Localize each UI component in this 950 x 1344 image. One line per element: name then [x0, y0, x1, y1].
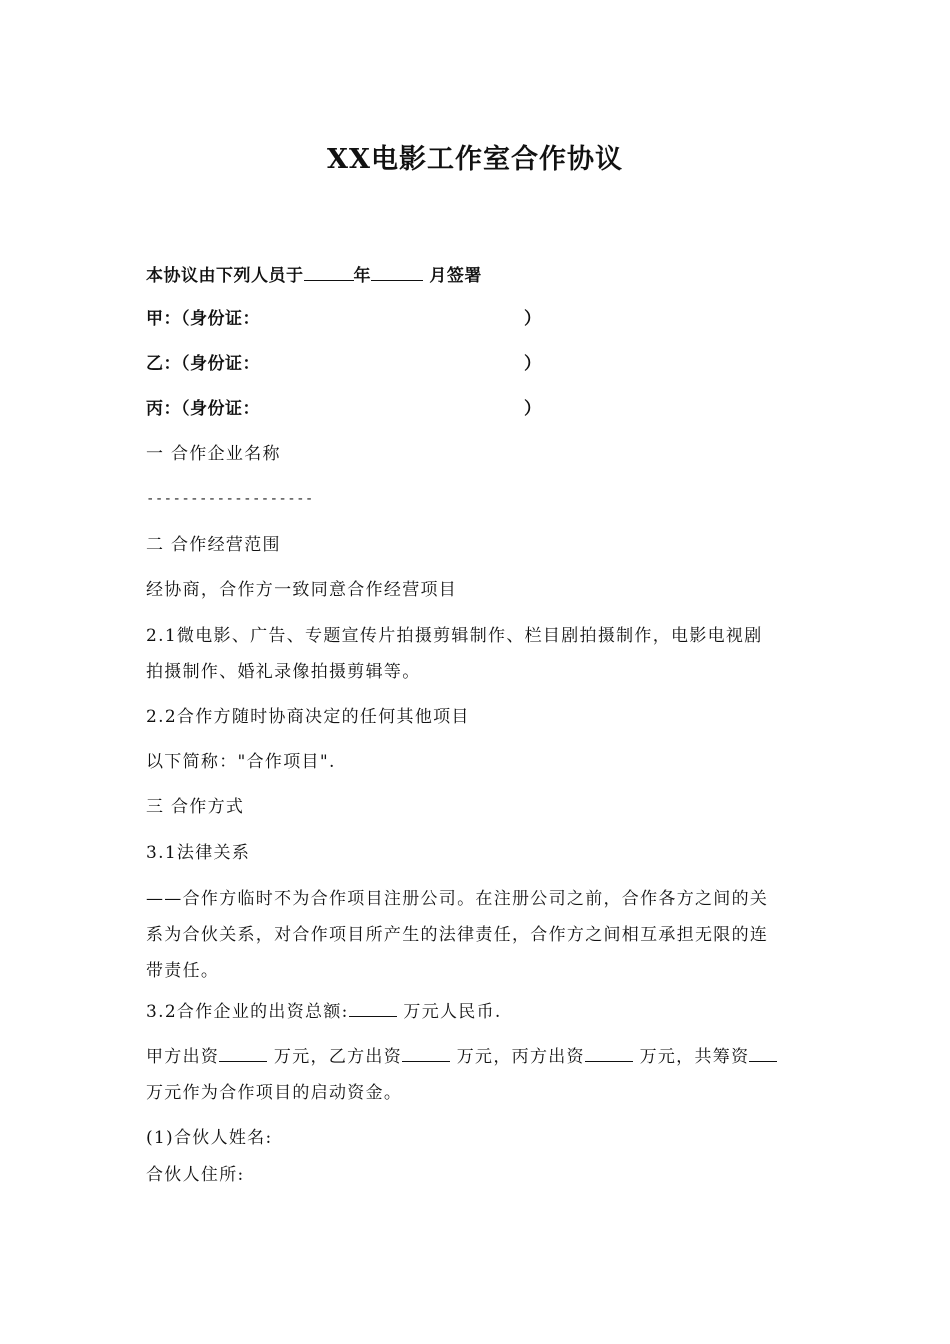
month-blank — [371, 262, 423, 281]
section1-blank: ------------------- — [146, 491, 314, 507]
capital-c-label: 丙方出资 — [511, 1047, 585, 1067]
signing-month: 月签署 — [429, 266, 482, 286]
capital-c-wan: 万元， — [639, 1047, 695, 1067]
capital-line1 — [146, 1039, 816, 1075]
signing-line — [146, 262, 482, 289]
capital-a-label: 甲方出资 — [146, 1047, 220, 1067]
signing-year: 年 — [353, 266, 371, 286]
item-2-1-line2: 拍摄制作、婚礼录像拍摄剪辑等。 — [146, 662, 421, 682]
year-blank — [304, 262, 354, 281]
item-3-1-line1: ——合作方临时不为合作项目注册公司。在注册公司之前，合作各方之间的关 — [146, 889, 769, 909]
section3-heading: 三 合作方式 — [146, 797, 245, 817]
document-title: XX电影工作室合作协议 — [327, 144, 623, 175]
party-b-line: 乙：（身份证： — [146, 354, 260, 374]
section1-heading: 一 合作企业名称 — [146, 444, 281, 464]
item-3-2 — [146, 998, 502, 1025]
item-2-1-line1: 2.1微电影、广告、专题宣传片拍摄剪辑制作、栏目剧拍摄制作，电影电视剧 — [146, 626, 763, 646]
capital-contribution — [146, 1039, 816, 1111]
item-3-1: 3.1法律关系 — [146, 843, 251, 863]
item-3-2-prefix: 3.2合作企业的出资总额: — [146, 1002, 349, 1022]
signing-prefix: 本协议由下列人员于 — [146, 266, 304, 286]
capital-line2: 万元作为合作项目的启动资金。 — [146, 1083, 403, 1103]
section2-heading: 二 合作经营范围 — [146, 535, 281, 555]
capital-total-label: 共筹资 — [694, 1047, 750, 1067]
section2-intro: 经协商，合作方一致同意合作经营项目 — [146, 580, 458, 600]
party-c-close: ） — [524, 399, 542, 419]
capital-b-label: 乙方出资 — [328, 1047, 403, 1067]
capital-b-wan: 万元， — [456, 1047, 512, 1067]
capital-b-blank — [402, 1043, 450, 1062]
item-3-1-line2: 系为合伙关系，对合作项目所产生的法律责任，合作方之间相互承担无限的连 — [146, 925, 769, 945]
capital-c-blank — [585, 1043, 633, 1062]
item-3-1-line3: 带责任。 — [146, 961, 220, 981]
party-c-line: 丙：（身份证： — [146, 399, 260, 419]
total-capital-blank — [349, 998, 397, 1017]
party-a-line: 甲：（身份证： — [146, 309, 260, 329]
partner-address: 合伙人住所: — [146, 1165, 245, 1185]
abbrev-line: 以下简称："合作项目". — [146, 752, 336, 772]
item-3-1-body — [146, 881, 816, 989]
capital-a-blank — [219, 1043, 267, 1062]
capital-total-blank — [749, 1043, 777, 1062]
capital-a-wan: 万元， — [273, 1047, 329, 1067]
partner-name: (1)合伙人姓名: — [146, 1128, 273, 1148]
party-a-close: ） — [524, 309, 542, 329]
item-3-2-suffix: 万元人民币. — [403, 1002, 502, 1022]
item-2-1 — [146, 618, 816, 690]
item-2-2: 2.2合作方随时协商决定的任何其他项目 — [146, 707, 470, 727]
party-b-close: ） — [524, 354, 542, 374]
